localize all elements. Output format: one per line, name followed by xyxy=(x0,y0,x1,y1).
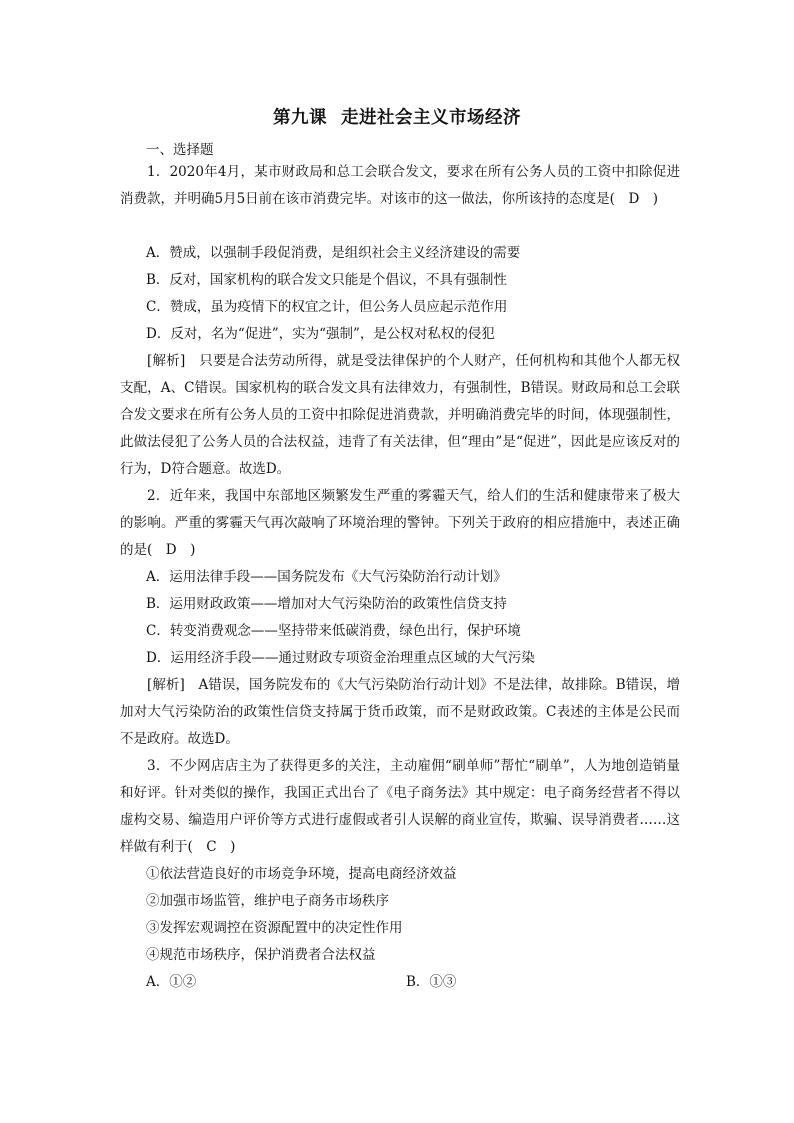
question-2-option-a: A．运用法律手段——国务院发布《大气污染防治行动计划》 xyxy=(146,569,507,585)
question-3-option-a: A．①② xyxy=(146,974,197,990)
question-3-item-4: ④规范市场秩序，保护消费者合法权益 xyxy=(146,947,376,963)
lesson-number: 第九课 xyxy=(273,108,327,128)
question-1-option-d: D．反对，名为“促进”，实为“强制”，是公权对私权的侵犯 xyxy=(146,326,495,342)
question-1-option-c: C．赞成，虽为疫情下的权宜之计，但公务人员应起示范作用 xyxy=(146,299,508,315)
section-heading: 一、选择题 xyxy=(146,142,214,158)
question-1-option-b: B．反对，国家机构的联合发文只能是个倡议，不具有强制性 xyxy=(146,272,507,288)
question-3-stem: 3．不少网店店主为了获得更多的关注，主动雇佣“刷单师”帮忙“刷单”，人为地创造销量和好评。针对类似的操作，我国正式出台了《电子商务法》其中规定：电子商务经营者不得以虚构交易、编造用户评价等方式进行虚假或者引人误解的商业宣传，欺骗、误导消费者……这样做有利于( C ) xyxy=(120,758,680,855)
question-1-option-a: A．赞成，以强制手段促消费，是组织社会主义经济建设的需要 xyxy=(146,245,521,261)
question-2-option-c: C．转变消费观念——坚持带来低碳消费，绿色出行，保护环境 xyxy=(146,623,521,639)
question-2-analysis: [解析] A错误，国务院发布的《大气污染防治行动计划》不是法律，故排除。B错误，增加对大气污染防治的政策性信贷支持属于货币政策，而不是财政政策。C表述的主体是公民而不是政府。故选D。 xyxy=(120,677,680,747)
question-3-option-b: B．①③ xyxy=(406,974,457,990)
lesson-title: 走进社会主义市场经济 xyxy=(341,108,521,128)
question-1-analysis: [解析] 只要是合法劳动所得，就是受法律保护的个人财产，任何机构和其他个人都无权支配，A、C错误。国家机构的联合发文具有法律效力，有强制性，B错误。财政局和总工会联合发文要求在所有公务人员的工资中扣除促进消费款，并明确消费完毕的时间，体现强制性，此做法侵犯了公务人员的合法权益，违背了有关法律，但“理由”是“促进”，因此是应该反对的行为，D符合题意。故选D。 xyxy=(120,353,680,477)
question-2-stem: 2．近年来，我国中东部地区频繁发生严重的雾霾天气，给人们的生活和健康带来了极大的影响。严重的雾霾天气再次敲响了环境治理的警钟。下列关于政府的相应措施中，表述正确的是( D ) xyxy=(120,488,680,558)
question-1-stem: 1．2020年4月，某市财政局和总工会联合发文，要求在所有公务人员的工资中扣除促进消费款，并明确5月5日前在该市消费完毕。对该市的这一做法，你所该持的态度是( D ) xyxy=(120,164,680,207)
question-3-item-3: ③发挥宏观调控在资源配置中的决定性作用 xyxy=(146,920,403,936)
question-2-option-d: D．运用经济手段——通过财政专项资金治理重点区域的大气污染 xyxy=(146,650,535,666)
question-3-item-1: ①依法营造良好的市场竞争环境，提高电商经济效益 xyxy=(146,866,457,882)
question-3-item-2: ②加强市场监管，维护电子商务市场秩序 xyxy=(146,893,389,909)
question-2-option-b: B．运用财政政策——增加对大气污染防治的政策性信贷支持 xyxy=(146,596,507,612)
page-title xyxy=(0,104,794,129)
